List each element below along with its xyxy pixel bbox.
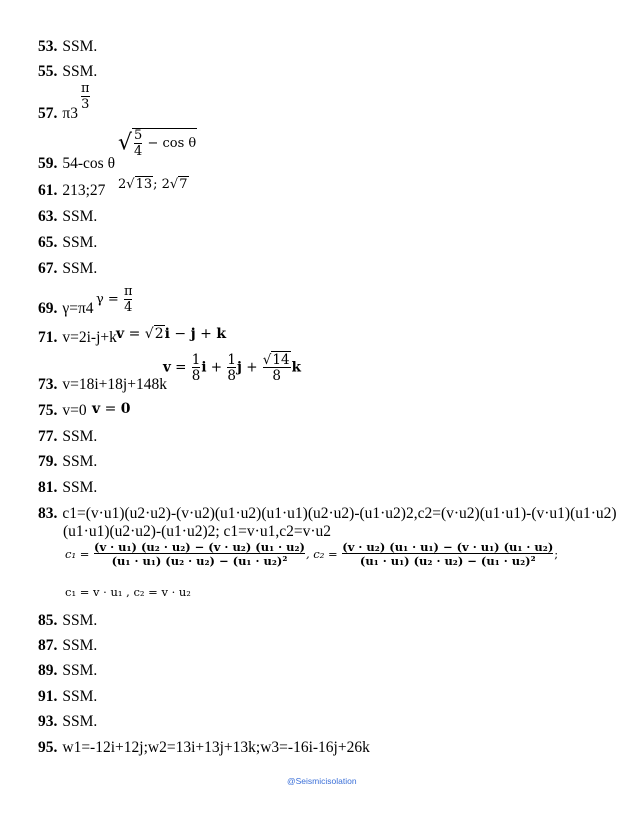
answer-text: 213;27 [62,182,106,199]
answer-53 [38,38,97,56]
answer-text: SSM. [62,662,98,679]
answer-number: 67. [38,260,58,277]
sqrt-icon: √ [118,130,133,156]
eq-sign: = [175,359,187,376]
answer-text: γ=π4 [62,300,94,317]
answer-number: 93. [38,713,58,730]
frac-numerator: 1 [191,352,201,368]
answer-text: SSM. [62,428,98,445]
answer-text: SSM. [62,637,98,654]
math-71 [116,326,226,342]
vec-j: j [190,326,196,342]
answer-59 [38,155,115,173]
radicand: 13 [135,177,153,192]
vec-j: j [237,359,242,376]
answer-text: SSM. [62,260,98,277]
vec-v: v [92,401,101,417]
answer-89 [38,662,97,680]
answer-number: 79. [38,453,58,470]
frac-numerator: (v · u₁) (u₂ · u₂) − (v · u₂) (u₁ · u₂) [94,540,305,554]
answer-73 [38,376,167,394]
answer-number: 57. [38,105,58,122]
math-83-line2: c₁ = v · u₁ , c₂ = v · u₂ [65,585,191,599]
answer-61 [38,182,105,200]
answer-67 [38,260,97,278]
answer-text: SSM. [62,234,98,251]
answer-number: 81. [38,479,58,496]
answer-text: c1=(v·u1)(u2·u2)-(v·u2)(u1·u2)(u1·u1)(u2·u2)-(u1·u2)2,c2=(v·u2)(u1·u1)-(v·u1)(u1·u2) [62,505,617,522]
answer-text: 54-cos θ [62,155,115,172]
radicand: 14 [272,352,290,368]
vec-k: k [216,326,227,342]
math-sep: , c₂ = [305,547,338,562]
answer-63 [38,208,97,226]
frac-numerator: (v · u₂) (u₁ · u₁) − (v · u₁) (u₁ · u₂) [342,540,554,554]
vec-k: k [291,359,301,376]
answer-number: 91. [38,688,58,705]
frac-numerator: π [123,284,133,299]
answer-text: SSM. [62,453,98,470]
frac-numerator: 1 [227,352,236,368]
coef: 2 [118,177,127,192]
answer-number: 55. [38,63,58,80]
frac-numerator: π [81,81,90,96]
frac-denominator: 4 [124,299,133,315]
answer-number: 71. [38,329,58,346]
answer-text: v=0 [62,402,87,419]
answer-79 [38,453,97,471]
answer-55 [38,63,97,81]
answer-number: 95. [38,739,58,756]
answer-83-line2: (u1·u1)(u2·u2)-(u1·u2)2; c1=v·u1,c2=v·u2 [63,523,331,540]
answer-91 [38,688,97,706]
answer-number: 87. [38,637,58,654]
vec-i: i [201,359,207,376]
answer-text: SSM. [62,479,98,496]
answer-81 [38,479,97,497]
answer-87 [38,637,97,655]
answer-83 [38,505,617,523]
sqrt-icon: √ [144,326,154,342]
sqrt-icon: √ [126,177,135,192]
answer-71 [38,329,117,347]
math-83 [65,541,558,567]
radicand: 7 [179,177,188,192]
answer-number: 85. [38,612,58,629]
answer-69 [38,300,94,318]
math-59 [118,128,197,158]
math-69 [96,285,133,314]
answer-number: 77. [38,428,58,445]
frac-denominator: (u₁ · u₁) (u₂ · u₂) − (u₁ · u₂)² [94,553,305,567]
math-lhs: c₁ = [65,547,90,562]
watermark: @Seismicisolation [287,776,357,786]
math-sep: ; [554,547,559,562]
answer-number: 83. [38,505,58,522]
eq-sign: = [104,401,117,417]
answer-number: 75. [38,402,58,419]
answer-text: w1=-12i+12j;w2=13i+13j+13k;w3=-16i-16j+26k [62,739,370,756]
vec-v: v [163,359,171,376]
answer-number: 59. [38,155,58,172]
math-61: 2√13; 2√7 [118,177,188,192]
frac-denominator: 4 [134,143,143,159]
zero-vector: 0 [120,401,131,417]
op: − [174,326,187,342]
sqrt-icon: √ [262,352,272,368]
answer-77 [38,428,97,446]
frac-denominator: 3 [81,96,90,112]
op: + [200,326,212,342]
answer-75 [38,402,87,420]
answer-text: SSM. [62,688,98,705]
answer-text: v=2i-j+k [62,329,117,346]
math-lhs: γ = [96,292,119,308]
answer-number: 63. [38,208,58,225]
eq-sign: = [128,326,141,342]
answer-text: π3 [62,105,78,122]
vec-v: v [116,326,125,342]
frac-numerator: 5 [134,128,143,143]
answer-number: 89. [38,662,58,679]
frac-denominator: 8 [191,368,201,385]
math-75 [92,401,131,417]
answer-number: 53. [38,38,58,55]
answer-text: v=18i+18j+148k [62,376,167,393]
answer-text: SSM. [62,38,98,55]
sqrt-icon: √ [169,177,179,192]
answer-65 [38,234,97,252]
answer-text: SSM. [62,63,98,80]
answer-57 [38,105,78,123]
coef: 2 [161,177,170,192]
answer-number: 61. [38,182,58,199]
answer-93 [38,713,97,731]
answer-text: SSM. [62,713,98,730]
frac-denominator: (u₁ · u₁) (u₂ · u₂) − (u₁ · u₂)² [342,553,553,567]
answer-number: 73. [38,376,58,393]
answer-85 [38,612,97,630]
answer-text: SSM. [62,612,98,629]
math-rest: − cos θ [147,136,197,152]
answer-number: 69. [38,300,58,317]
math-73: v = $\frac{1}{8}$ i + $\frac{1}{8}$ j + $\frac{√14}{8}$ k [163,352,301,385]
answer-text: SSM. [62,208,98,225]
math-57 [80,82,91,111]
frac-denominator: 8 [227,368,236,385]
answer-95 [38,739,370,757]
frac-denominator: 8 [263,367,291,383]
answer-number: 65. [38,234,58,251]
vec-i: i [164,326,170,342]
radicand: 2 [154,326,164,342]
